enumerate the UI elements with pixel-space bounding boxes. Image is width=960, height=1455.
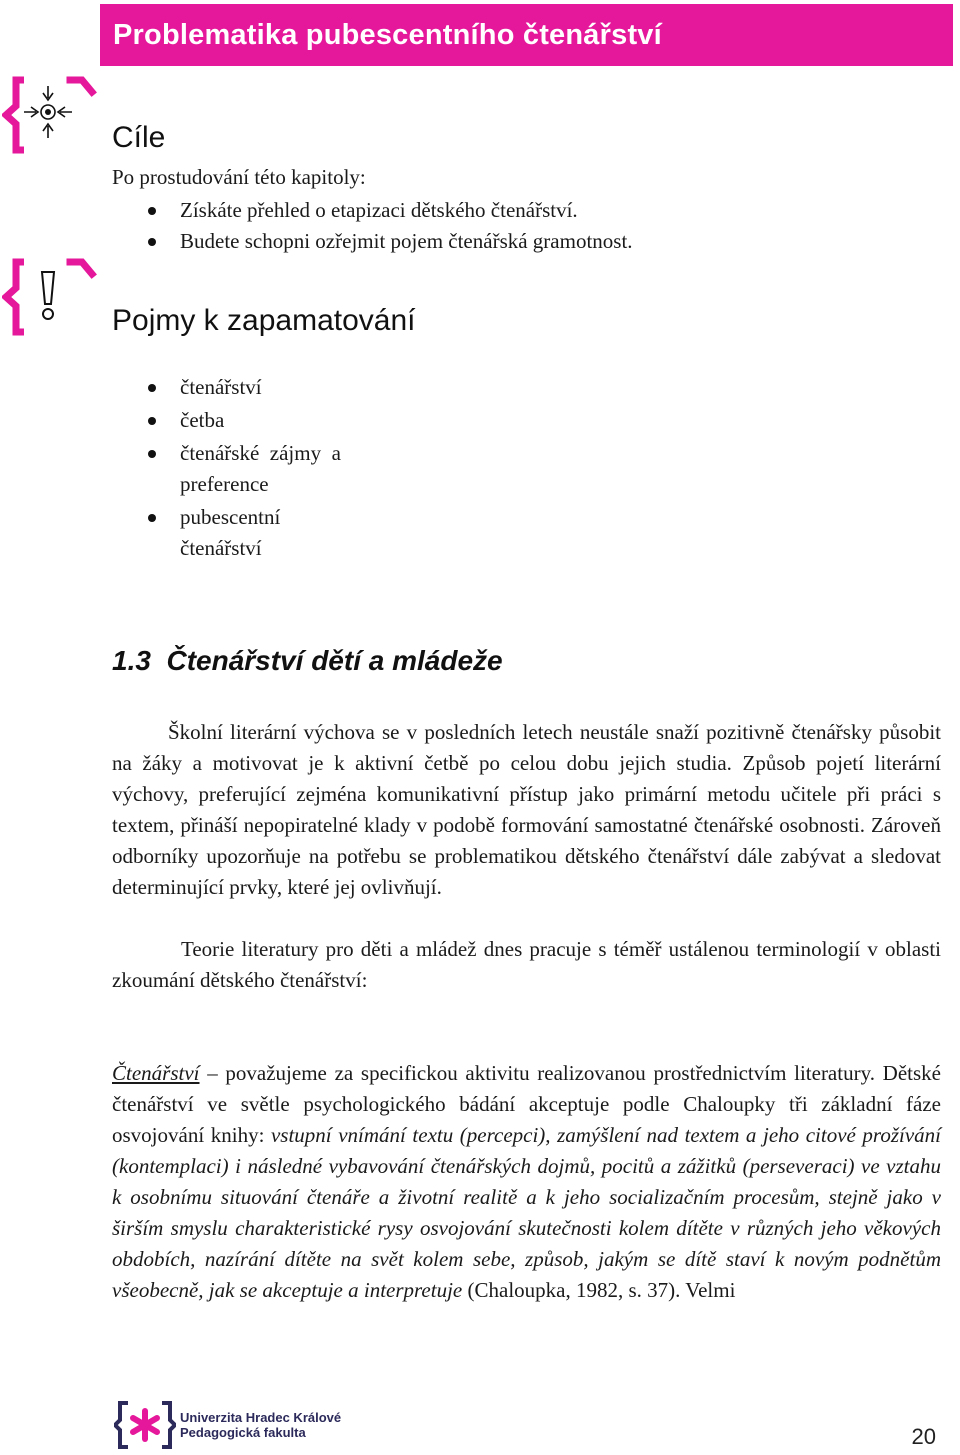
- paragraph-1: Školní literární výchova se v posledních letech neustále snaží pozitivně čtenářsky působit na žáky a motivovat je k aktivní četbě po celou dobu jejich studia. Způsob pojetí literární výchovy, preferující zejména komunikativní přístup jako primární metodu učitele při práci s textem, přináší nepopiratelné klady v podobě formování samostatné čtenářské osobnosti. Zároveň odborníky upozorňuje na potřebu se problematikou dětského čtenářství dále zabývat a sledovat determinující prvky, které jej ovlivňují.: [112, 720, 941, 899]
- goals-list: [112, 195, 633, 257]
- asterisk-icon: [114, 1400, 176, 1450]
- exclamation-icon: [2, 258, 98, 341]
- bullet-icon: [148, 450, 156, 458]
- goals-heading: Cíle: [112, 121, 166, 154]
- list-item: čtenářství: [112, 372, 341, 403]
- bullet-icon: [148, 417, 156, 425]
- page-number: 20: [911, 1424, 936, 1449]
- page-header-title: Problematika pubescentního čtenářství: [113, 18, 662, 51]
- list-item: Budete schopni ozřejmit pojem čtenářská gramotnost.: [112, 226, 633, 257]
- target-icon: [2, 76, 98, 159]
- bullet-icon: [148, 384, 156, 392]
- bullet-icon: [148, 238, 156, 246]
- university-logo: [114, 1400, 176, 1455]
- goals-intro: Po prostudování této kapitoly:: [112, 165, 366, 189]
- terms-list: [112, 372, 341, 564]
- paragraph-2: Teorie literatury pro děti a mládež dnes pracuje s téměř ustálenou terminologií v oblasti zkoumání dětského čtenářství:: [112, 937, 941, 992]
- header-banner: [100, 4, 953, 66]
- terms-heading: Pojmy k zapamatování: [112, 304, 416, 337]
- paragraph-3: Čtenářství – považujeme za specifickou aktivitu realizovanou prostřednictvím literatury. Dětské čtenářství ve světle psychologického bádání akceptuje podle Chaloupky tři základní fáze osvojování knihy: vstupní vnímání textu (percepci), zamýšlení nad textem a jeho citové prožívání (kontemplaci) i následné vybavování čtenářských dojmů, pocitů a zážitků (perseveraci) ve vztahu k osobnímu situování čtenáře a životní realitě a k jeho socializačním procesům, stejně jako v širším smyslu charakteristické rysy osvojování skutečnosti kolem dítěte v různých jeho věkových obdobích, nazírání dítěte na svět kolem sebe, způsob, jakým se dítě staví k novým podnětům všeobecně, jak se akceptuje a interpretuje (Chaloupka, 1982, s. 37). Velmi: [112, 1061, 941, 1302]
- list-item: pubescentní čtenářství: [112, 502, 341, 564]
- logo-text: Univerzita Hradec Králové Pedagogická fakulta: [180, 1410, 342, 1440]
- chapter-title: 1.3 Čtenářství dětí a mládeže: [112, 645, 503, 676]
- bullet-icon: [148, 207, 156, 215]
- list-item: čtenářské zájmy a preference: [112, 438, 341, 500]
- list-item: četba: [112, 405, 341, 436]
- bullet-icon: [148, 514, 156, 522]
- term-highlight: Čtenářství: [112, 1061, 200, 1085]
- list-item: Získáte přehled o etapizaci dětského čtenářství.: [112, 195, 633, 226]
